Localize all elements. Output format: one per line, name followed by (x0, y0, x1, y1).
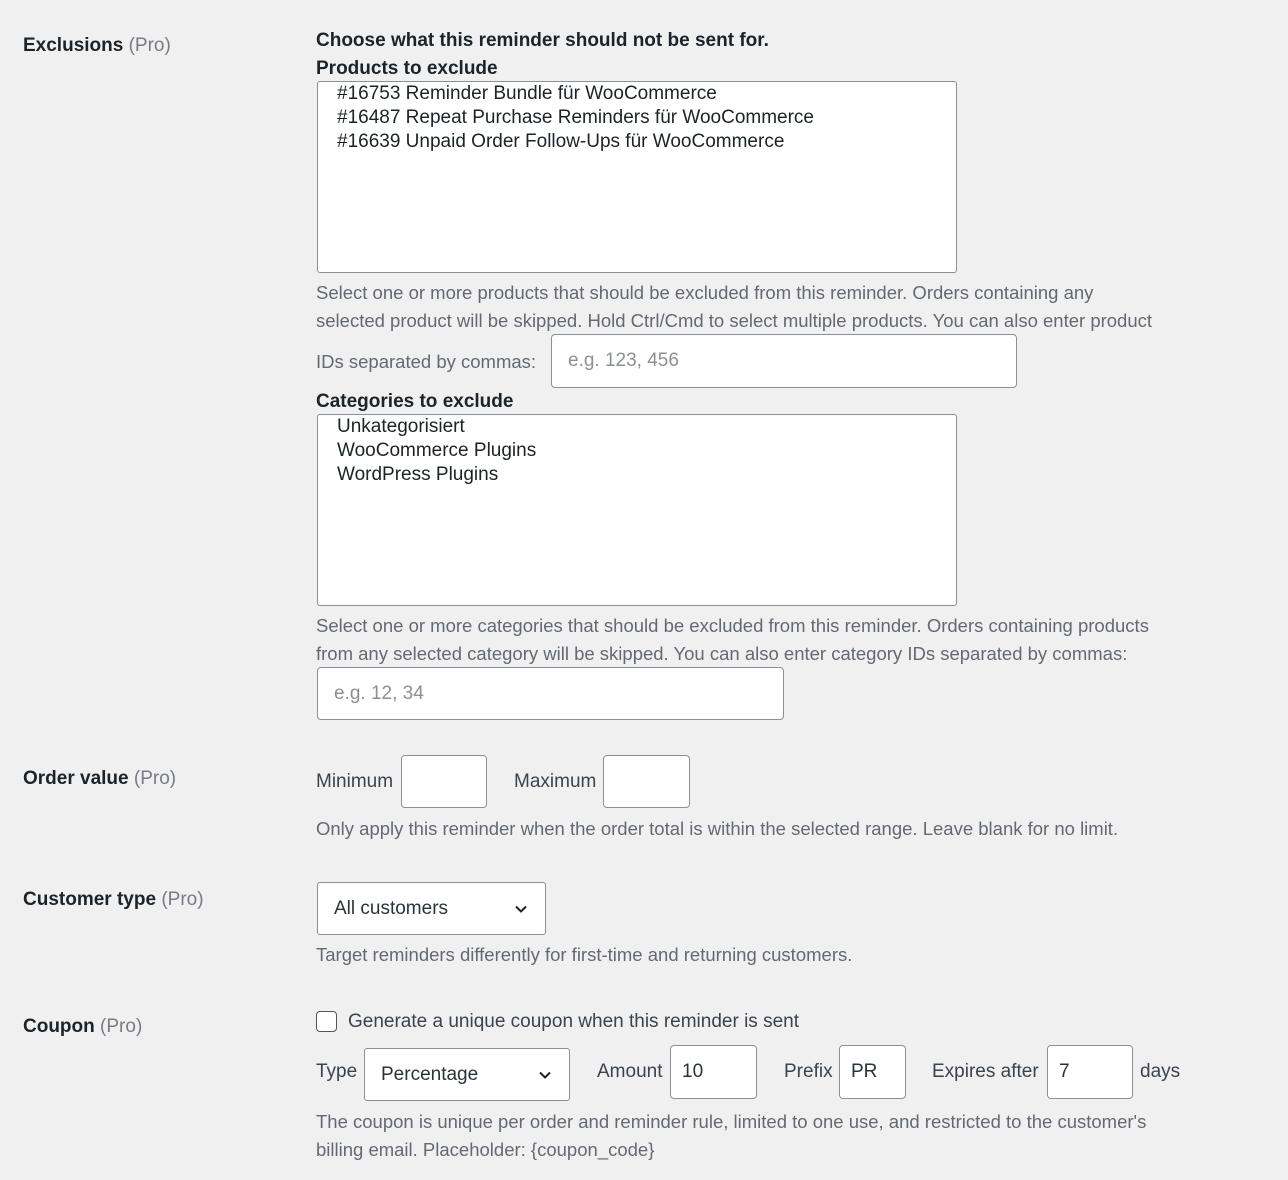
coupon-expires-unit: days (1140, 1061, 1181, 1082)
customer-type-row-label (23, 889, 204, 911)
listbox-option[interactable]: #16753 Reminder Bundle für WooCommerce (337, 83, 717, 104)
coupon-type-label: Type (316, 1061, 358, 1082)
products-heading: Products to exclude (316, 58, 498, 79)
generate-coupon-checkbox[interactable] (316, 1011, 337, 1032)
maximum-order-input[interactable] (603, 755, 690, 808)
customer-type-label: Customer type (23, 889, 157, 910)
products-description-line-1: Select one or more products that should be excluded from this reminder. Orders containing any (316, 282, 1094, 303)
coupon-type-selected-value: Percentage (381, 1063, 479, 1085)
categories-exclude-listbox[interactable] (317, 414, 957, 606)
minimum-order-input[interactable] (401, 755, 487, 808)
product-ids-input[interactable] (551, 334, 1017, 388)
coupon-prefix-input[interactable] (839, 1045, 906, 1099)
coupon-row-label (23, 1016, 142, 1038)
customer-type-pro-badge: (Pro) (161, 889, 204, 910)
chevron-down-icon (513, 901, 529, 917)
products-description-line-3: IDs separated by commas: (316, 351, 537, 372)
products-description-line-2: selected product will be skipped. Hold Ctrl/Cmd to select multiple products. You can also enter product (316, 310, 1153, 331)
coupon-expires-label: Expires after (932, 1061, 1039, 1082)
products-exclude-listbox[interactable] (317, 81, 957, 273)
order-value-description: Only apply this reminder when the order total is within the selected range. Leave blank for no limit. (316, 818, 1119, 839)
maximum-label: Maximum (514, 771, 597, 792)
coupon-pro-badge: (Pro) (100, 1016, 143, 1037)
customer-type-select[interactable] (317, 882, 546, 935)
minimum-label: Minimum (316, 771, 394, 792)
listbox-option[interactable]: WooCommerce Plugins (337, 440, 537, 461)
categories-description-line-2: from any selected category will be skipped. You can also enter category IDs separated by commas: (316, 643, 1128, 664)
exclusions-intro: Choose what this reminder should not be sent for. (316, 30, 769, 51)
generate-coupon-checkbox-label[interactable]: Generate a unique coupon when this reminder is sent (348, 1011, 799, 1032)
coupon-amount-input[interactable] (670, 1045, 757, 1099)
order-value-pro-badge: (Pro) (133, 768, 177, 789)
coupon-amount-label: Amount (597, 1061, 663, 1082)
coupon-expires-input[interactable] (1047, 1045, 1133, 1099)
coupon-prefix-label: Prefix (784, 1061, 833, 1082)
category-ids-input[interactable] (317, 667, 784, 720)
coupon-description-line-1: The coupon is unique per order and reminder rule, limited to one use, and restricted to the customer's (316, 1111, 1147, 1132)
listbox-option[interactable]: Unkategorisiert (337, 416, 465, 437)
categories-description-line-1: Select one or more categories that should be excluded from this reminder. Orders containing products (316, 615, 1149, 636)
exclusions-row-label (23, 35, 171, 57)
exclusions-pro-badge: (Pro) (128, 35, 171, 56)
coupon-type-select[interactable] (364, 1048, 570, 1101)
listbox-option[interactable]: WordPress Plugins (337, 464, 499, 485)
chevron-down-icon (537, 1067, 553, 1083)
customer-type-selected-value: All customers (334, 897, 449, 919)
exclusions-label: Exclusions (23, 35, 124, 56)
customer-type-description: Target reminders differently for first-time and returning customers. (316, 944, 853, 965)
coupon-label: Coupon (23, 1016, 95, 1037)
order-value-row-label (23, 768, 176, 790)
coupon-description-line-2: billing email. Placeholder: {coupon_code} (316, 1139, 655, 1160)
order-value-label: Order value (23, 768, 129, 789)
listbox-option[interactable]: #16639 Unpaid Order Follow-Ups für WooCommerce (337, 131, 785, 152)
listbox-option[interactable]: #16487 Repeat Purchase Reminders für WooCommerce (337, 107, 814, 128)
categories-heading: Categories to exclude (316, 391, 514, 412)
